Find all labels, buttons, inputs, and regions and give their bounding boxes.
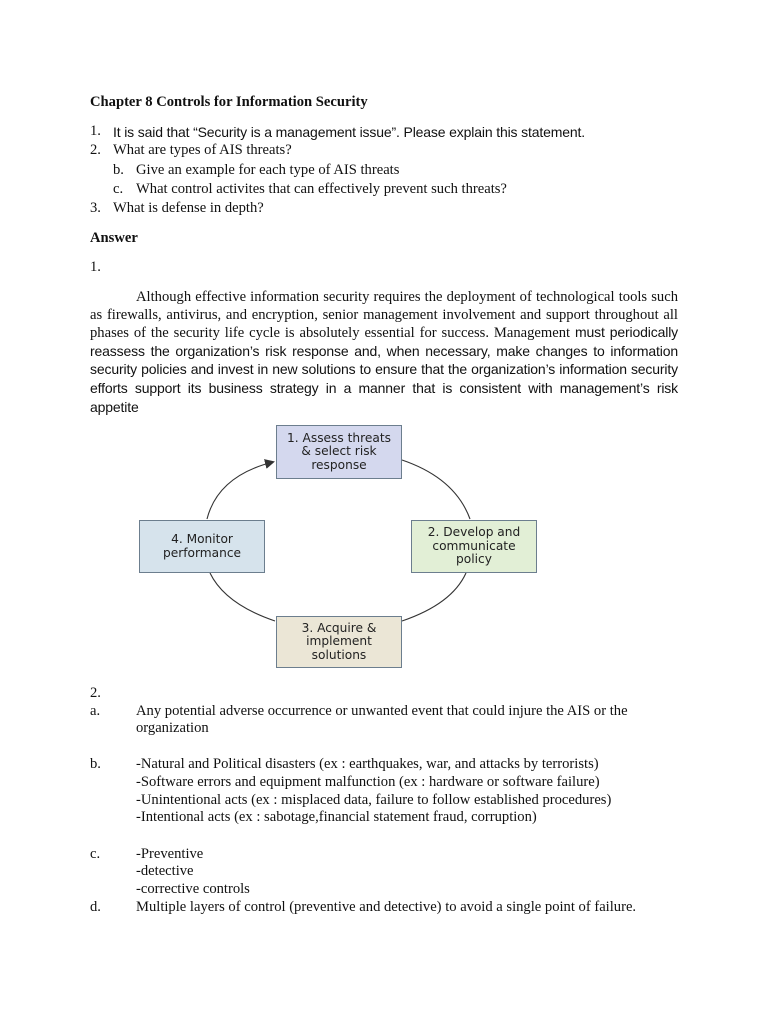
page-title: Chapter 8 Controls for Information Security [90,94,368,110]
step-1-assess-threats [276,425,402,479]
cycle-arc-bottom-right [402,573,466,621]
question-number: 3. [90,200,101,216]
step-label: 4. Monitor [171,531,233,546]
answer-label: b. [90,756,101,772]
answer-line: -Software errors and equipment malfunction (ex : hardware or software failure) [136,774,600,790]
question-subletter: c. [113,181,124,197]
step-label: solutions [311,647,367,662]
answer-line: -Intentional acts (ex : sabotage,financial statement fraud, corruption) [136,809,537,825]
paragraph-text-2: must periodically reassess the organization’s risk response and, when necessary, make changes to information security policies and invest in new solutions to ensure that the organization’s information security efforts support its business strategy in a manner that is consistent with management’s risk appetite [90,324,679,415]
step-label: 1. Assess threats [287,430,391,445]
step-2-develop-policy [411,520,537,573]
step-label: response [311,457,367,472]
answer-line: -Preventive [136,846,204,862]
answer-heading: Answer [90,230,138,246]
answer-label: d. [90,899,101,915]
step-label: 3. Acquire & [301,620,377,635]
cycle-arc-top-right [402,460,470,519]
answer-line: Multiple layers of control (preventive and detective) to avoid a single point of failure. [136,899,637,915]
step-label: & select risk [301,444,377,459]
answer-number: 2. [90,685,101,701]
answer-number: 1. [90,259,101,275]
paragraph-text-1: Although effective information security requires the deployment of technological tools such as firewalls, antivirus, and encryption, senior management involvement and support throughout all phases of the security life cycle is absolutely essential for success. Management [90,289,678,342]
answer-label: c. [90,846,101,862]
answer-label: a. [90,703,101,719]
step-label: 2. Develop and [427,525,521,540]
question-text: What is defense in depth? [113,200,264,216]
step-4-monitor-performance [139,520,265,573]
step-3-acquire-solutions [276,616,402,668]
cycle-arc-top-left [207,462,273,519]
step-label: communicate [432,538,516,553]
answer-line: -corrective controls [136,881,250,897]
answer-line: Any potential adverse occurrence or unwanted event that could injure the AIS or the [136,703,628,719]
question-text: What control activites that can effectively prevent such threats? [136,181,507,197]
step-label: policy [456,552,492,567]
question-text: It is said that “Security is a management issue”. Please explain this statement. [113,124,586,140]
answer-line: -Unintentional acts (ex : misplaced data, failure to follow established procedures) [136,792,612,808]
question-text: Give an example for each type of AIS threats [136,162,400,178]
question-subletter: b. [113,162,124,178]
step-label: implement [306,634,372,649]
answer-line: organization [136,720,209,736]
question-text: What are types of AIS threats? [113,142,292,158]
answer-line: -detective [136,863,194,879]
question-number: 1. [90,123,101,139]
step-label: performance [162,545,242,560]
cycle-arc-bottom-left [210,573,275,621]
answer-line: -Natural and Political disasters (ex : earthquakes, war, and attacks by terrorists) [136,756,599,772]
question-number: 2. [90,142,101,158]
